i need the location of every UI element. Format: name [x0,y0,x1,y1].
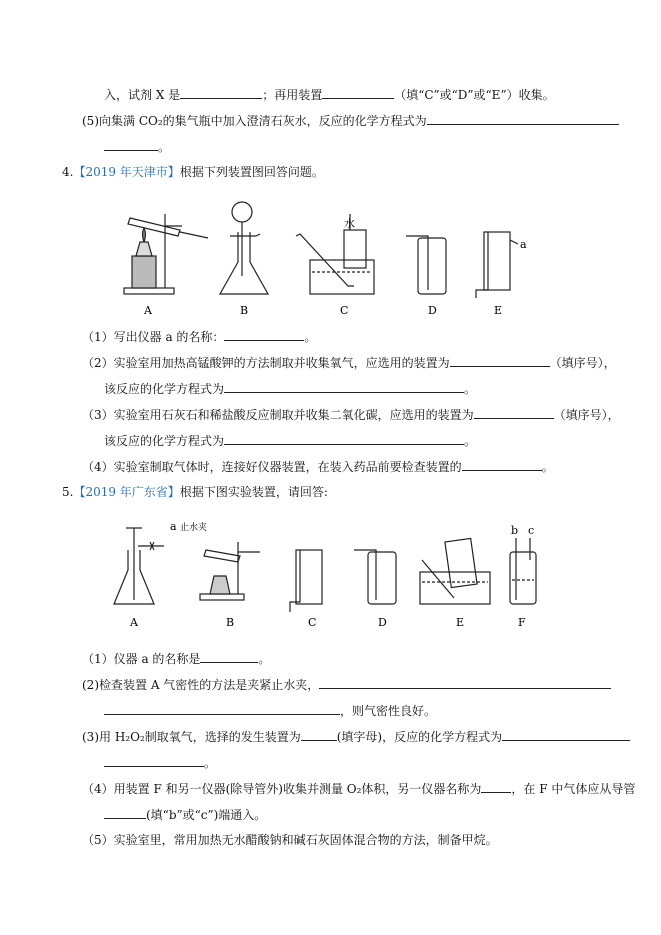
text-segment: （1）仪器 a 的名称是 [82,652,201,666]
answer-blank-p5-q3-equation[interactable] [502,728,630,741]
p5-q2-end [104,702,436,719]
wood-block [132,256,156,288]
text-segment: （填序号）， [553,408,620,422]
gas-jar-f [510,552,536,604]
figure5-label-c: C [308,616,317,629]
text-segment: （填“C”或“D”或“E”）收集。 [394,88,555,102]
p4-q3 [82,406,620,423]
apparatus-figure-5 [110,520,550,632]
test-tube [128,218,180,236]
p5-q3-end [104,754,216,771]
p5-q4-end [104,806,266,823]
problem-5-heading [62,484,328,500]
label-a: a [520,238,527,251]
alcohol-lamp [136,242,152,256]
clip-label: 止水夹 [180,523,208,533]
text-segment: (5)向集满 CO₂的集气瓶中加入澄清石灰水，反应的化学方程式为 [82,114,427,128]
line-reagent-x [104,86,555,103]
apparatus-figure-4 [110,196,550,321]
text-segment: （填序号）， [549,356,616,370]
text-segment: （5）实验室里，常用加热无水醋酸钠和碱石灰固体混合物的方法，制备甲烷。 [82,833,498,847]
answer-blank-q5-equation-cont[interactable] [104,138,158,151]
problem-number: 4. [62,165,74,179]
figure-label-a: A [144,304,152,317]
figure5-label-a: A [130,616,138,629]
text-segment: 。 [204,756,217,770]
separatory-funnel [232,202,252,222]
p5-q1 [82,650,270,667]
line-q5-limewater [82,112,619,129]
p5-q2 [82,676,611,693]
answer-blank-p4-q2-equation[interactable] [224,380,464,393]
answer-blank-p5-q4-port[interactable] [104,806,146,819]
text-segment: 。 [464,434,477,448]
problem-4-heading [62,164,324,180]
figure-label-b: B [240,304,249,317]
text-segment: (填“b”或“c”)端通入。 [146,808,267,822]
text-segment: 。 [304,330,317,344]
figure-label-c: C [340,304,349,317]
figure5-label-b: B [226,616,235,629]
figure5-label-f: F [518,616,526,629]
p4-q4 [82,458,554,475]
p4-q2-eq [104,380,476,397]
text-segment: 。 [541,460,554,474]
text-segment: 。 [258,652,271,666]
answer-blank-p4-q4[interactable] [462,458,542,471]
gas-jar-e5 [445,538,477,587]
answer-blank-reagent-x[interactable] [180,86,262,99]
answer-blank-p5-q3-equation-cont[interactable] [104,754,204,767]
problem-number: 5. [62,485,74,499]
test-tube-b [204,550,240,562]
p5-q5 [82,832,498,848]
p5-q4 [82,780,635,797]
answer-blank-p4-q3-device[interactable] [474,406,554,419]
text-segment: (2)检查装置 A 气密性的方法是夹紧止水夹， [82,678,320,692]
stand-base [124,288,174,294]
p4-q3-eq [104,432,476,449]
text-segment: 。 [464,382,477,396]
source-tag: 【2019 年天津市】 [73,165,180,179]
conical-flask [220,232,268,294]
text-segment: (填字母)，反应的化学方程式为 [336,730,503,744]
label-c: c [528,524,535,537]
gas-jar-inverted [344,230,366,268]
water-trough [310,260,374,294]
answer-blank-p4-q1[interactable] [224,328,304,341]
text-segment: 。 [158,140,171,154]
text-segment: ；再用装置 [262,88,323,102]
p4-q1 [82,328,316,345]
text-segment: （1）写出仪器 a 的名称： [82,330,225,344]
p5-q3 [82,728,630,745]
figure-label-d: D [428,304,437,317]
text-segment: （4）用装置 F 和另一仪器(除导管外)收集并测量 O₂体积，另一仪器名称为 [82,782,482,796]
gas-jar-d [418,238,446,294]
text-segment: 该反应的化学方程式为 [104,434,225,448]
answer-blank-p5-q1[interactable] [200,650,258,663]
figure5-label-d: D [378,616,387,629]
text-segment: 入，试剂 X 是 [104,88,181,102]
alcohol-lamp-b [210,576,230,594]
figure-label-e: E [494,304,503,317]
source-tag: 【2019 年广东省】 [73,485,180,499]
answer-blank-p5-q2[interactable] [319,676,611,689]
answer-blank-p4-q2-device[interactable] [450,354,550,367]
text-segment: 该反应的化学方程式为 [104,382,225,396]
water-trough-e [420,572,490,604]
answer-blank-p5-q2-cont[interactable] [104,702,340,715]
answer-blank-q5-equation[interactable] [427,112,619,125]
text-segment: ，则气密性良好。 [340,704,437,718]
line-q5-end [104,138,170,155]
text-segment: （2）实验室用加热高锰酸钾的方法制取并收集氧气，应选用的装置为 [82,356,450,370]
answer-blank-p5-q3-device[interactable] [301,728,337,741]
gas-jar-d5 [368,552,396,604]
problem-intro: 根据下列装置图回答问题。 [179,165,324,179]
water-label: 水 [344,217,355,230]
answer-blank-p5-q4-instrument[interactable] [481,780,511,793]
label-b: b [511,524,519,537]
text-segment: ，在 F 中气体应从导管 [511,782,636,796]
text-segment: （3）实验室用石灰石和稀盐酸反应制取并收集二氧化碳，应选用的装置为 [82,408,474,422]
problem-intro: 根据下图实验装置，请回答: [179,485,328,499]
text-segment: (3)用 H₂O₂制取氧气，选择的发生装置为 [82,730,301,744]
figure5-label-e: E [456,616,465,629]
text-segment: （4）实验室制取气体时，连接好仪器装置，在装入药品前要检查装置的 [82,460,462,474]
label-a5: a [170,520,177,533]
answer-blank-p4-q3-equation[interactable] [224,432,464,445]
answer-blank-collect-device[interactable] [322,86,394,99]
p4-q2 [82,354,616,371]
